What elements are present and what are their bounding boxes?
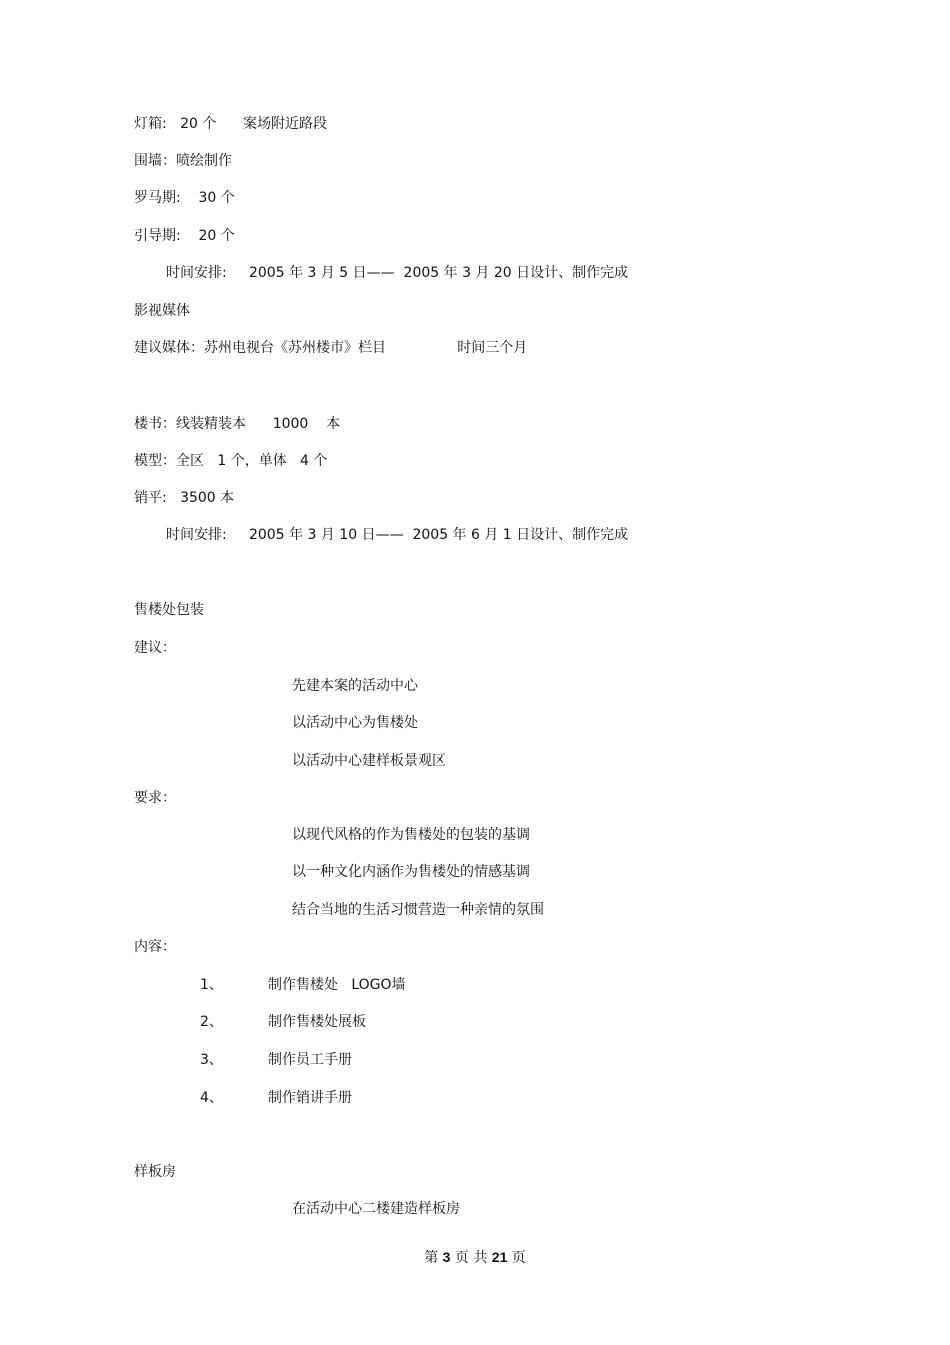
schedule-line-2: 时间安排: 2005 年 3 月 10 日—— 2005 年 6 月 1 日设计、制作完成	[166, 527, 629, 543]
suggestion-label: 建议：	[134, 640, 176, 656]
model-line: 模型：全区 1 个，单体 4 个	[134, 453, 328, 469]
fence-line: 围墙：喷绘制作	[134, 153, 232, 169]
requirement-label: 要求：	[134, 790, 176, 806]
content-item-number: 1、	[200, 977, 223, 993]
lightbox-line: 灯箱: 20 个 案场附近路段	[134, 116, 328, 132]
suggestion-item: 以活动中心为售楼处	[292, 715, 418, 731]
showroom-item: 在活动中心二楼建造样板房	[292, 1201, 460, 1217]
suggestion-item: 先建本案的活动中心	[292, 678, 418, 694]
footer-prefix: 第	[424, 1250, 443, 1266]
current-page-number: 3	[442, 1249, 451, 1265]
content-item-text: 制作员工手册	[268, 1052, 352, 1068]
content-label: 内容：	[134, 939, 176, 955]
total-page-count: 21	[491, 1249, 508, 1265]
footer-middle: 页 共	[450, 1250, 492, 1266]
content-item-number: 2、	[200, 1014, 223, 1030]
suggested-media-line: 建议媒体：苏州电视台《苏州楼市》栏目 时间三个月	[134, 340, 528, 356]
content-item-number: 4、	[200, 1090, 223, 1106]
suggestion-item: 以活动中心建样板景观区	[292, 753, 446, 769]
brochure-line: 楼书：线装精装本 1000 本	[134, 416, 341, 432]
content-item-text: 制作售楼处 LOGO墙	[268, 977, 406, 993]
requirement-item: 以现代风格的作为售楼处的包装的基调	[292, 827, 530, 843]
content-item-number: 3、	[200, 1052, 223, 1068]
section-heading-video-media: 影视媒体	[134, 303, 190, 319]
schedule-line-1: 时间安排: 2005 年 3 月 5 日—— 2005 年 3 月 20 日设计、制作完成	[166, 265, 629, 281]
section-heading-showroom: 样板房	[134, 1164, 176, 1180]
guide-period-line: 引导期: 20 个	[134, 228, 235, 244]
footer-suffix: 页	[507, 1250, 526, 1266]
content-item-text: 制作售楼处展板	[268, 1014, 366, 1030]
requirement-item: 以一种文化内涵作为售楼处的情感基调	[292, 864, 530, 880]
page-footer	[0, 1248, 950, 1267]
sales-flat-line: 销平: 3500 本	[134, 490, 235, 506]
roman-period-line: 罗马期: 30 个	[134, 190, 235, 206]
requirement-item: 结合当地的生活习惯营造一种亲情的氛围	[292, 902, 544, 918]
section-heading-sales-office: 售楼处包装	[134, 602, 204, 618]
content-item-text: 制作销讲手册	[268, 1090, 352, 1106]
